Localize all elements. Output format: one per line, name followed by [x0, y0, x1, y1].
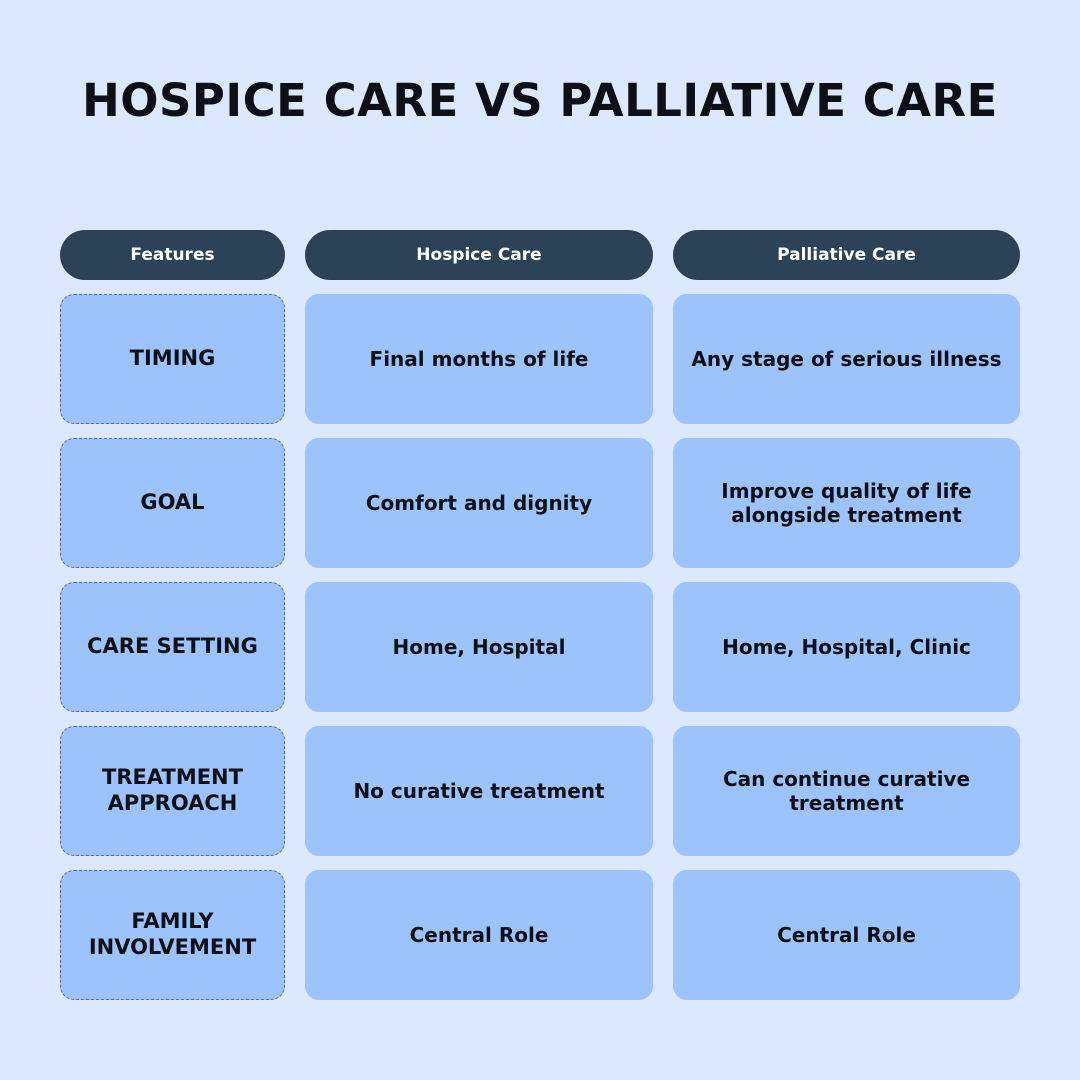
- table-row: [60, 870, 1020, 1000]
- hospice-value: Final months of life: [305, 294, 653, 424]
- header-palliative-care: Palliative Care: [673, 230, 1020, 280]
- comparison-table: [60, 230, 1020, 1000]
- feature-label: GOAL: [60, 438, 285, 568]
- header-features: Features: [60, 230, 285, 280]
- header-hospice-care: Hospice Care: [305, 230, 653, 280]
- palliative-value: Can continue curative treatment: [673, 726, 1020, 856]
- table-header-row: [60, 230, 1020, 280]
- feature-label: TREATMENT APPROACH: [60, 726, 285, 856]
- feature-label: FAMILY INVOLVEMENT: [60, 870, 285, 1000]
- table-row: [60, 294, 1020, 424]
- palliative-value: Any stage of serious illness: [673, 294, 1020, 424]
- palliative-value: Central Role: [673, 870, 1020, 1000]
- table-row: [60, 726, 1020, 856]
- table-row: [60, 438, 1020, 568]
- hospice-value: Central Role: [305, 870, 653, 1000]
- hospice-value: Home, Hospital: [305, 582, 653, 712]
- feature-label: CARE SETTING: [60, 582, 285, 712]
- page-title: HOSPICE CARE VS PALLIATIVE CARE: [82, 74, 998, 127]
- palliative-value: Improve quality of life alongside treatment: [673, 438, 1020, 568]
- hospice-value: No curative treatment: [305, 726, 653, 856]
- palliative-value: Home, Hospital, Clinic: [673, 582, 1020, 712]
- feature-label: TIMING: [60, 294, 285, 424]
- table-row: [60, 582, 1020, 712]
- hospice-value: Comfort and dignity: [305, 438, 653, 568]
